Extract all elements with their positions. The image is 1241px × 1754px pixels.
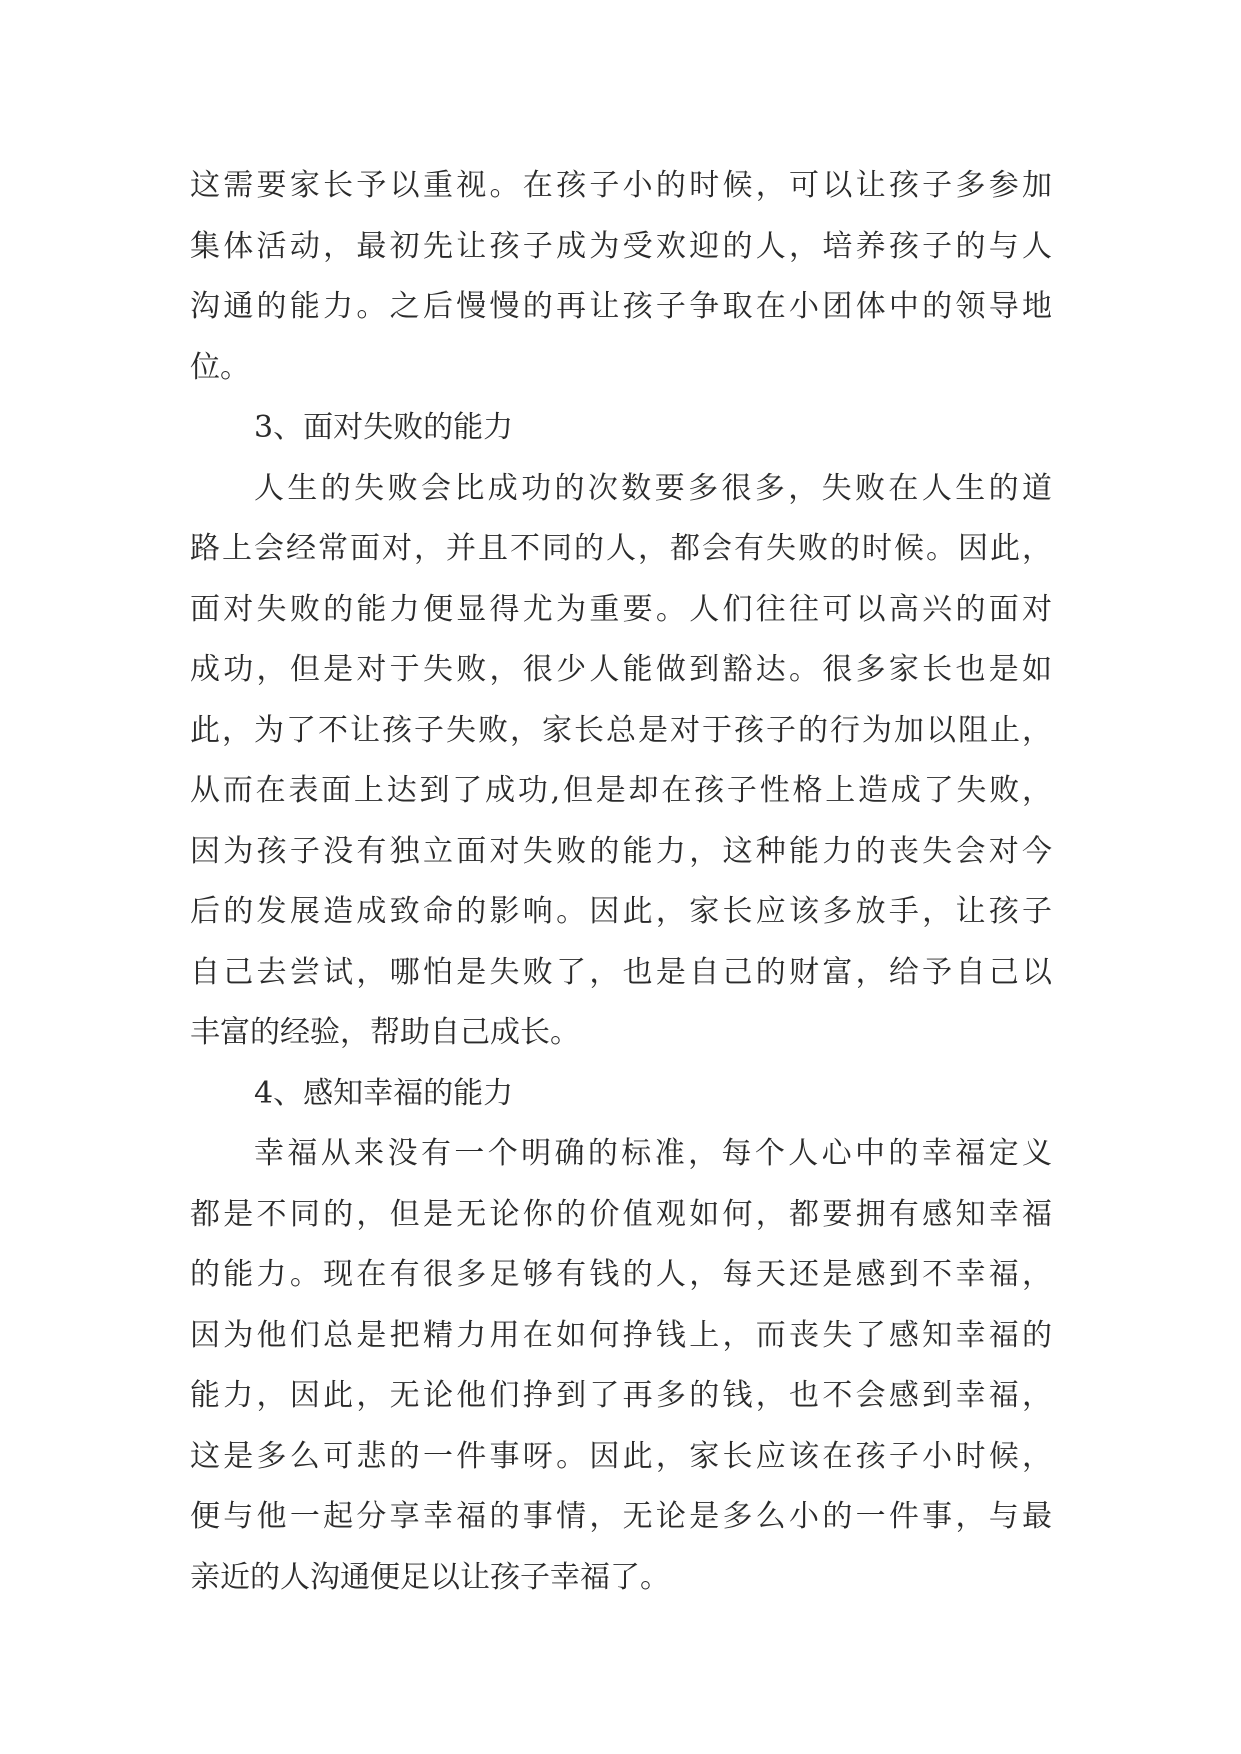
paragraph-line: 这是多么可悲的一件事呀。因此，家长应该在孩子小时候， (190, 1438, 1052, 1474)
paragraph-line: 能力，因此，无论他们挣到了再多的钱，也不会感到幸福， (190, 1378, 1052, 1413)
paragraph-line: 因为孩子没有独立面对失败的能力，这种能力的丧失会对今 (190, 833, 1052, 869)
paragraph-line: 因为他们总是把精力用在如何挣钱上，而丧失了感知幸福的 (190, 1317, 1052, 1353)
paragraph-line: 从而在表面上达到了成功,但是却在孩子性格上造成了失败， (190, 773, 1052, 808)
document-body (190, 156, 1052, 1608)
paragraph-line: 自己去尝试，哪怕是失败了，也是自己的财富，给予自己以 (190, 954, 1052, 990)
paragraph-line: 幸福从来没有一个明确的标准，每个人心中的幸福定义 (254, 1136, 1052, 1171)
paragraph-line: 位。 (190, 349, 250, 385)
paragraph-line: 都是不同的，但是无论你的价值观如何，都要拥有感知幸福 (190, 1196, 1052, 1232)
paragraph-line: 便与他一起分享幸福的事情，无论是多么小的一件事，与最 (190, 1499, 1052, 1534)
paragraph-line: 丰富的经验，帮助自己成长。 (190, 1015, 580, 1050)
paragraph-line: 这需要家长予以重视。在孩子小的时候，可以让孩子多参加 (190, 168, 1052, 203)
paragraph-line: 面对失败的能力便显得尤为重要。人们往往可以高兴的面对 (190, 591, 1052, 627)
paragraph-line: 人生的失败会比成功的次数要多很多，失败在人生的道 (254, 470, 1052, 506)
paragraph-line: 集体活动，最初先让孩子成为受欢迎的人，培养孩子的与人 (190, 228, 1052, 264)
paragraph-line: 亲近的人沟通便足以让孩子幸福了。 (190, 1559, 670, 1595)
paragraph-line: 沟通的能力。之后慢慢的再让孩子争取在小团体中的领导地 (190, 289, 1052, 324)
section-heading-3: 3、面对失败的能力 (254, 410, 514, 445)
section-heading-4: 4、感知幸福的能力 (254, 1075, 514, 1111)
paragraph-line: 路上会经常面对，并且不同的人，都会有失败的时候。因此， (190, 531, 1052, 566)
paragraph-line: 此，为了不让孩子失败，家长总是对于孩子的行为加以阻止， (190, 712, 1052, 748)
paragraph-line: 的能力。现在有很多足够有钱的人，每天还是感到不幸福， (190, 1257, 1052, 1292)
paragraph-line: 成功，但是对于失败，很少人能做到豁达。很多家长也是如 (190, 652, 1052, 687)
paragraph-line: 后的发展造成致命的影响。因此，家长应该多放手，让孩子 (190, 894, 1052, 929)
